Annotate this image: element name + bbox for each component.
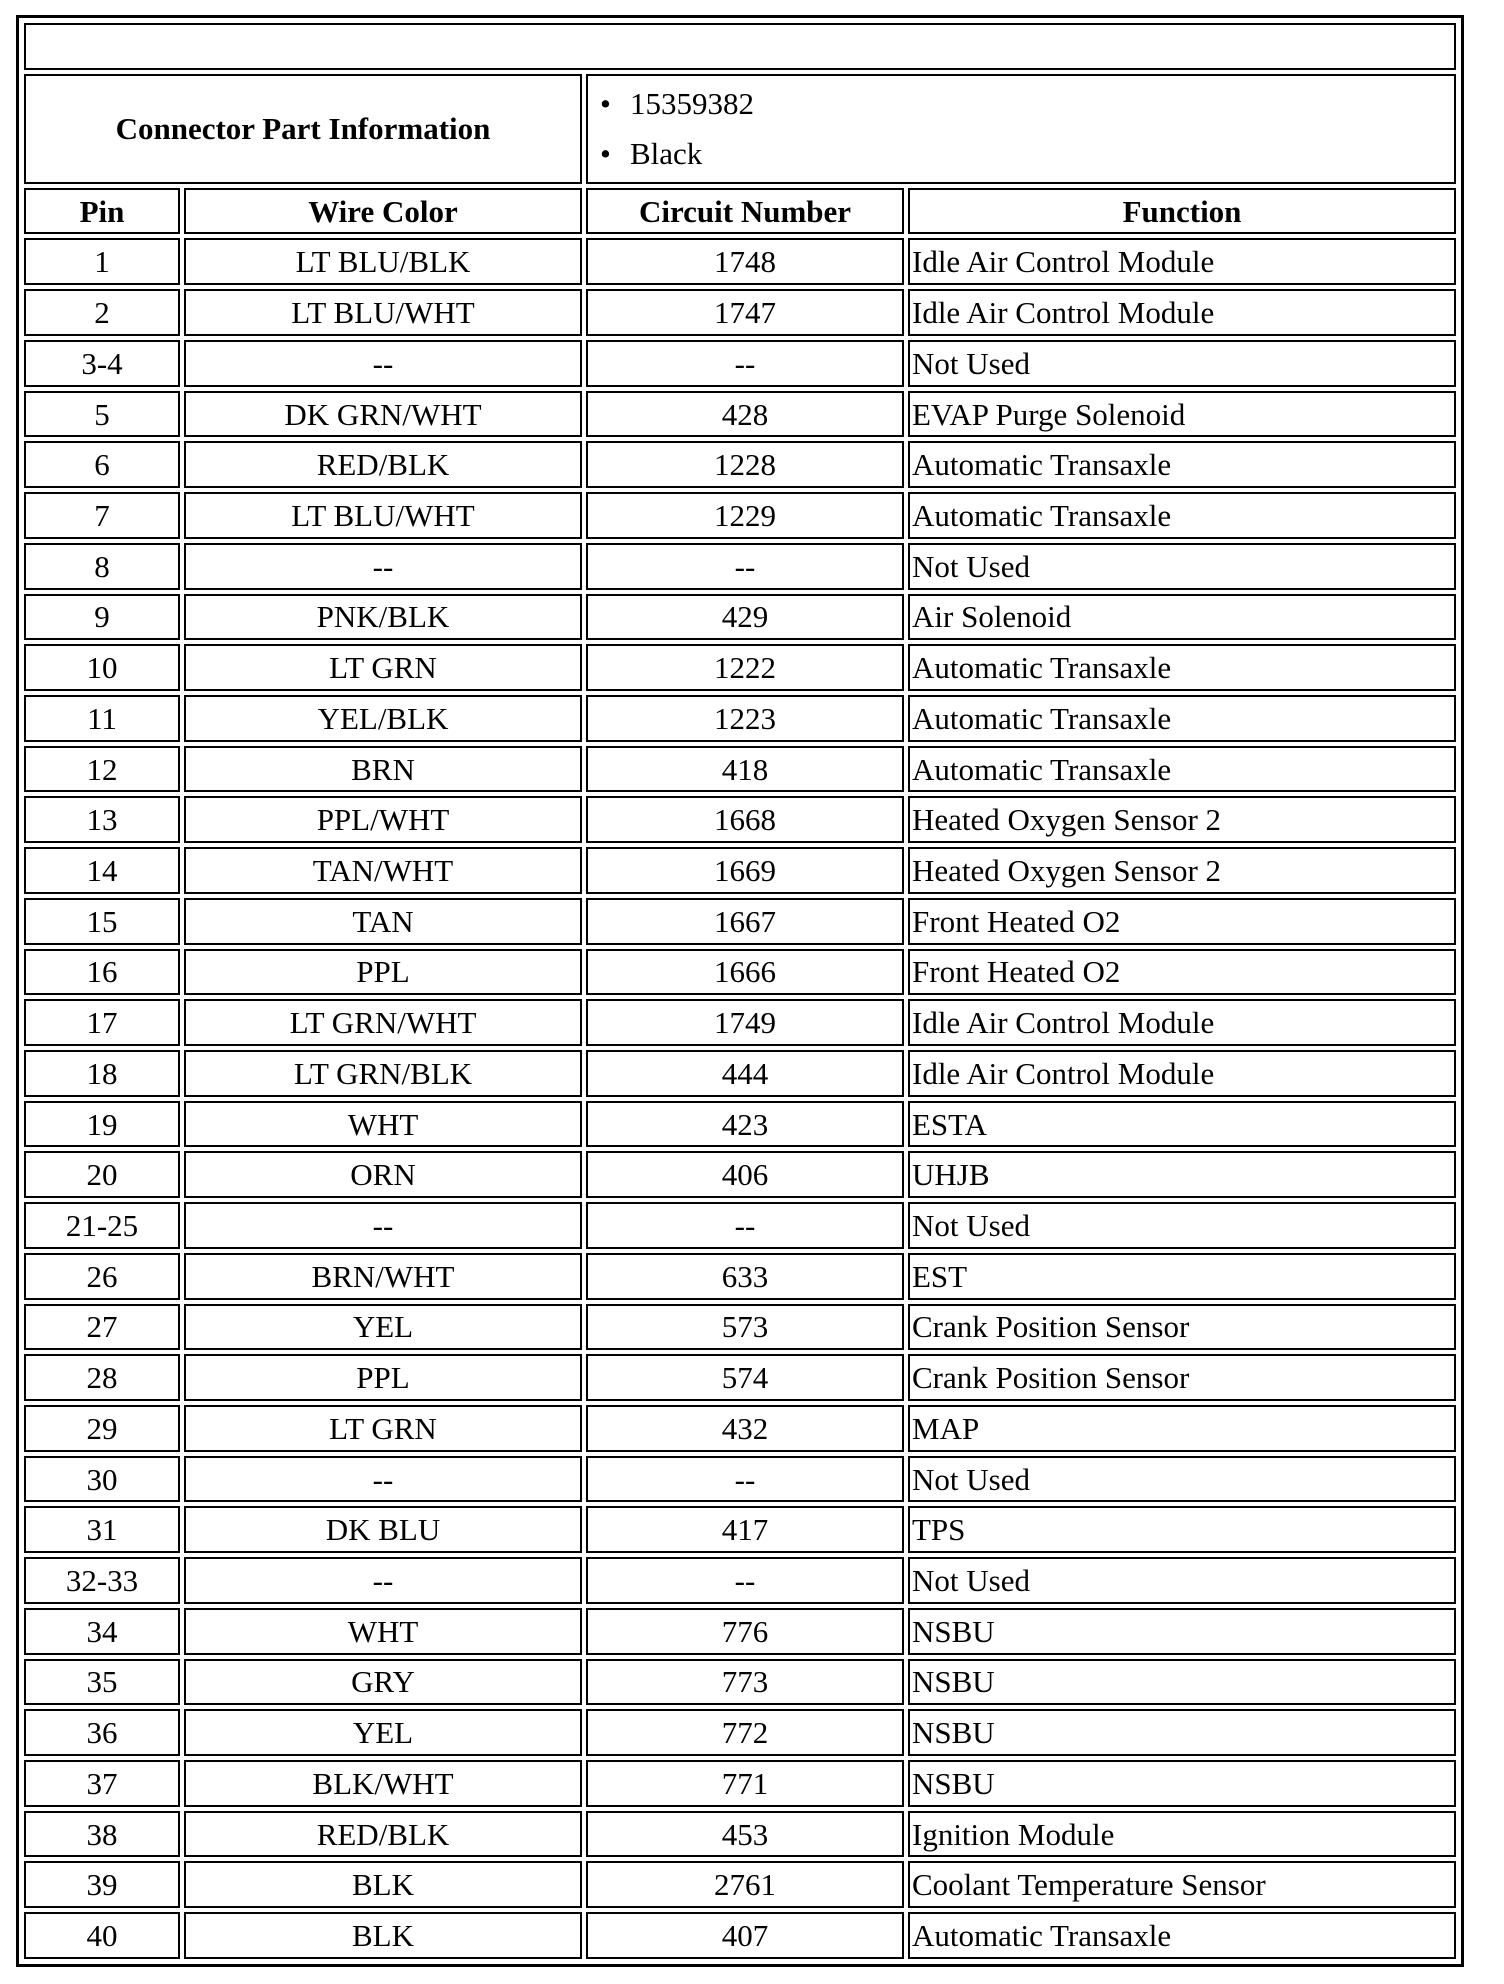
table-row: [24, 1405, 1456, 1452]
connector-info-row: [24, 74, 1456, 184]
table-row: [24, 1811, 1456, 1858]
table-row: [24, 340, 1456, 387]
table-row: [24, 1709, 1456, 1756]
cell-wire-color: --: [184, 1202, 582, 1249]
cell-wire-color: DK BLU: [184, 1506, 582, 1553]
cell-function: Not Used: [908, 340, 1456, 387]
cell-function: Automatic Transaxle: [908, 1912, 1456, 1959]
cell-circuit-number: 417: [586, 1506, 904, 1553]
connector-table-frame: [16, 15, 1464, 1967]
cell-wire-color: BLK/WHT: [184, 1760, 582, 1807]
cell-pin: 34: [24, 1608, 180, 1655]
table-row: [24, 238, 1456, 285]
cell-wire-color: DK GRN/WHT: [184, 391, 582, 438]
cell-function: TPS: [908, 1506, 1456, 1553]
cell-circuit-number: 1748: [586, 238, 904, 285]
cell-function: NSBU: [908, 1709, 1456, 1756]
cell-pin: 17: [24, 999, 180, 1046]
header-function: Function: [908, 188, 1456, 235]
table-row: [24, 289, 1456, 336]
table-row: [24, 1557, 1456, 1604]
cell-pin: 15: [24, 898, 180, 945]
cell-pin: 36: [24, 1709, 180, 1756]
cell-function: Automatic Transaxle: [908, 441, 1456, 488]
cell-wire-color: BLK: [184, 1861, 582, 1908]
cell-wire-color: --: [184, 543, 582, 590]
cell-function: Not Used: [908, 1202, 1456, 1249]
cell-wire-color: --: [184, 1456, 582, 1503]
connector-parts-list: [590, 79, 1452, 179]
cell-wire-color: ORN: [184, 1151, 582, 1198]
table-row: [24, 441, 1456, 488]
cell-circuit-number: 432: [586, 1405, 904, 1452]
table-title: [24, 23, 1456, 70]
cell-pin: 21-25: [24, 1202, 180, 1249]
cell-wire-color: WHT: [184, 1608, 582, 1655]
cell-function: Automatic Transaxle: [908, 492, 1456, 539]
table-row: [24, 1050, 1456, 1097]
table-row: [24, 1760, 1456, 1807]
cell-pin: 7: [24, 492, 180, 539]
cell-circuit-number: --: [586, 1202, 904, 1249]
table-row: [24, 796, 1456, 843]
cell-wire-color: WHT: [184, 1101, 582, 1148]
cell-circuit-number: 418: [586, 746, 904, 793]
cell-circuit-number: 407: [586, 1912, 904, 1959]
cell-pin: 37: [24, 1760, 180, 1807]
cell-circuit-number: 1669: [586, 847, 904, 894]
table-row: [24, 898, 1456, 945]
cell-wire-color: RED/BLK: [184, 1811, 582, 1858]
connector-pinout-table: [20, 19, 1460, 1963]
cell-function: Front Heated O2: [908, 949, 1456, 996]
cell-wire-color: PPL/WHT: [184, 796, 582, 843]
cell-wire-color: LT BLU/WHT: [184, 289, 582, 336]
cell-function: Idle Air Control Module: [908, 1050, 1456, 1097]
cell-function: Automatic Transaxle: [908, 746, 1456, 793]
table-title-row: [24, 23, 1456, 70]
cell-pin: 20: [24, 1151, 180, 1198]
cell-circuit-number: 1667: [586, 898, 904, 945]
cell-function: Idle Air Control Module: [908, 238, 1456, 285]
cell-pin: 16: [24, 949, 180, 996]
cell-circuit-number: 1749: [586, 999, 904, 1046]
cell-wire-color: LT BLU/BLK: [184, 238, 582, 285]
cell-function: NSBU: [908, 1608, 1456, 1655]
cell-circuit-number: 406: [586, 1151, 904, 1198]
cell-pin: 30: [24, 1456, 180, 1503]
cell-circuit-number: 423: [586, 1101, 904, 1148]
cell-wire-color: LT BLU/WHT: [184, 492, 582, 539]
cell-function: EST: [908, 1253, 1456, 1300]
table-row: [24, 847, 1456, 894]
cell-circuit-number: 1222: [586, 644, 904, 691]
connector-color: • Black: [630, 129, 1452, 179]
connector-info-label: Connector Part Information: [24, 74, 582, 184]
table-row: [24, 1912, 1456, 1959]
cell-pin: 35: [24, 1659, 180, 1706]
table-row: [24, 1456, 1456, 1503]
cell-function: Automatic Transaxle: [908, 695, 1456, 742]
cell-function: ESTA: [908, 1101, 1456, 1148]
cell-circuit-number: 444: [586, 1050, 904, 1097]
connector-part-number: • 15359382: [630, 79, 1452, 129]
connector-info-values: [586, 74, 1456, 184]
cell-function: MAP: [908, 1405, 1456, 1452]
cell-wire-color: PNK/BLK: [184, 594, 582, 641]
cell-function: EVAP Purge Solenoid: [908, 391, 1456, 438]
header-wire-color: Wire Color: [184, 188, 582, 235]
cell-wire-color: LT GRN/WHT: [184, 999, 582, 1046]
cell-circuit-number: 776: [586, 1608, 904, 1655]
table-row: [24, 1202, 1456, 1249]
cell-function: Not Used: [908, 1557, 1456, 1604]
cell-wire-color: LT GRN: [184, 1405, 582, 1452]
cell-wire-color: PPL: [184, 1354, 582, 1401]
table-row: [24, 1253, 1456, 1300]
cell-circuit-number: --: [586, 340, 904, 387]
cell-wire-color: BLK: [184, 1912, 582, 1959]
cell-circuit-number: 428: [586, 391, 904, 438]
table-row: [24, 1304, 1456, 1351]
cell-wire-color: BRN/WHT: [184, 1253, 582, 1300]
cell-pin: 38: [24, 1811, 180, 1858]
cell-function: Idle Air Control Module: [908, 289, 1456, 336]
table-row: [24, 644, 1456, 691]
cell-circuit-number: --: [586, 1456, 904, 1503]
cell-pin: 3-4: [24, 340, 180, 387]
cell-pin: 6: [24, 441, 180, 488]
table-row: [24, 1151, 1456, 1198]
cell-pin: 5: [24, 391, 180, 438]
table-row: [24, 1101, 1456, 1148]
cell-wire-color: YEL/BLK: [184, 695, 582, 742]
cell-circuit-number: 1747: [586, 289, 904, 336]
cell-wire-color: BRN: [184, 746, 582, 793]
cell-function: Not Used: [908, 1456, 1456, 1503]
cell-circuit-number: 772: [586, 1709, 904, 1756]
cell-circuit-number: --: [586, 1557, 904, 1604]
cell-circuit-number: 633: [586, 1253, 904, 1300]
table-row: [24, 1354, 1456, 1401]
cell-wire-color: GRY: [184, 1659, 582, 1706]
cell-pin: 2: [24, 289, 180, 336]
cell-function: Not Used: [908, 543, 1456, 590]
cell-function: Air Solenoid: [908, 594, 1456, 641]
cell-pin: 29: [24, 1405, 180, 1452]
table-row: [24, 1608, 1456, 1655]
table-row: [24, 391, 1456, 438]
table-row: [24, 695, 1456, 742]
cell-circuit-number: 453: [586, 1811, 904, 1858]
cell-function: Automatic Transaxle: [908, 644, 1456, 691]
cell-pin: 10: [24, 644, 180, 691]
cell-function: Front Heated O2: [908, 898, 1456, 945]
table-header-row: [24, 188, 1456, 235]
table-row: [24, 1659, 1456, 1706]
cell-circuit-number: --: [586, 543, 904, 590]
cell-function: Crank Position Sensor: [908, 1304, 1456, 1351]
cell-circuit-number: 573: [586, 1304, 904, 1351]
cell-function: Coolant Temperature Sensor: [908, 1861, 1456, 1908]
cell-pin: 40: [24, 1912, 180, 1959]
table-row: [24, 746, 1456, 793]
cell-function: UHJB: [908, 1151, 1456, 1198]
table-row: [24, 543, 1456, 590]
cell-pin: 26: [24, 1253, 180, 1300]
cell-pin: 1: [24, 238, 180, 285]
cell-pin: 32-33: [24, 1557, 180, 1604]
cell-pin: 14: [24, 847, 180, 894]
table-row: [24, 949, 1456, 996]
header-circuit-number: Circuit Number: [586, 188, 904, 235]
cell-pin: 27: [24, 1304, 180, 1351]
cell-wire-color: YEL: [184, 1709, 582, 1756]
cell-function: Heated Oxygen Sensor 2: [908, 796, 1456, 843]
cell-wire-color: TAN: [184, 898, 582, 945]
cell-circuit-number: 1228: [586, 441, 904, 488]
cell-circuit-number: 771: [586, 1760, 904, 1807]
cell-pin: 8: [24, 543, 180, 590]
cell-function: Idle Air Control Module: [908, 999, 1456, 1046]
cell-circuit-number: 1666: [586, 949, 904, 996]
cell-pin: 9: [24, 594, 180, 641]
cell-pin: 11: [24, 695, 180, 742]
cell-circuit-number: 773: [586, 1659, 904, 1706]
cell-wire-color: --: [184, 1557, 582, 1604]
cell-wire-color: --: [184, 340, 582, 387]
cell-circuit-number: 429: [586, 594, 904, 641]
cell-wire-color: RED/BLK: [184, 441, 582, 488]
cell-function: NSBU: [908, 1659, 1456, 1706]
table-row: [24, 1506, 1456, 1553]
cell-wire-color: TAN/WHT: [184, 847, 582, 894]
cell-pin: 28: [24, 1354, 180, 1401]
cell-circuit-number: 1668: [586, 796, 904, 843]
cell-function: Crank Position Sensor: [908, 1354, 1456, 1401]
cell-function: NSBU: [908, 1760, 1456, 1807]
table-row: [24, 999, 1456, 1046]
table-row: [24, 492, 1456, 539]
cell-wire-color: YEL: [184, 1304, 582, 1351]
cell-wire-color: LT GRN: [184, 644, 582, 691]
cell-function: Ignition Module: [908, 1811, 1456, 1858]
cell-wire-color: PPL: [184, 949, 582, 996]
cell-pin: 31: [24, 1506, 180, 1553]
cell-pin: 39: [24, 1861, 180, 1908]
cell-pin: 13: [24, 796, 180, 843]
cell-pin: 12: [24, 746, 180, 793]
cell-circuit-number: 2761: [586, 1861, 904, 1908]
header-pin: Pin: [24, 188, 180, 235]
cell-circuit-number: 1223: [586, 695, 904, 742]
cell-circuit-number: 1229: [586, 492, 904, 539]
table-row: [24, 1861, 1456, 1908]
cell-circuit-number: 574: [586, 1354, 904, 1401]
cell-pin: 19: [24, 1101, 180, 1148]
cell-pin: 18: [24, 1050, 180, 1097]
cell-wire-color: LT GRN/BLK: [184, 1050, 582, 1097]
table-row: [24, 594, 1456, 641]
cell-function: Heated Oxygen Sensor 2: [908, 847, 1456, 894]
